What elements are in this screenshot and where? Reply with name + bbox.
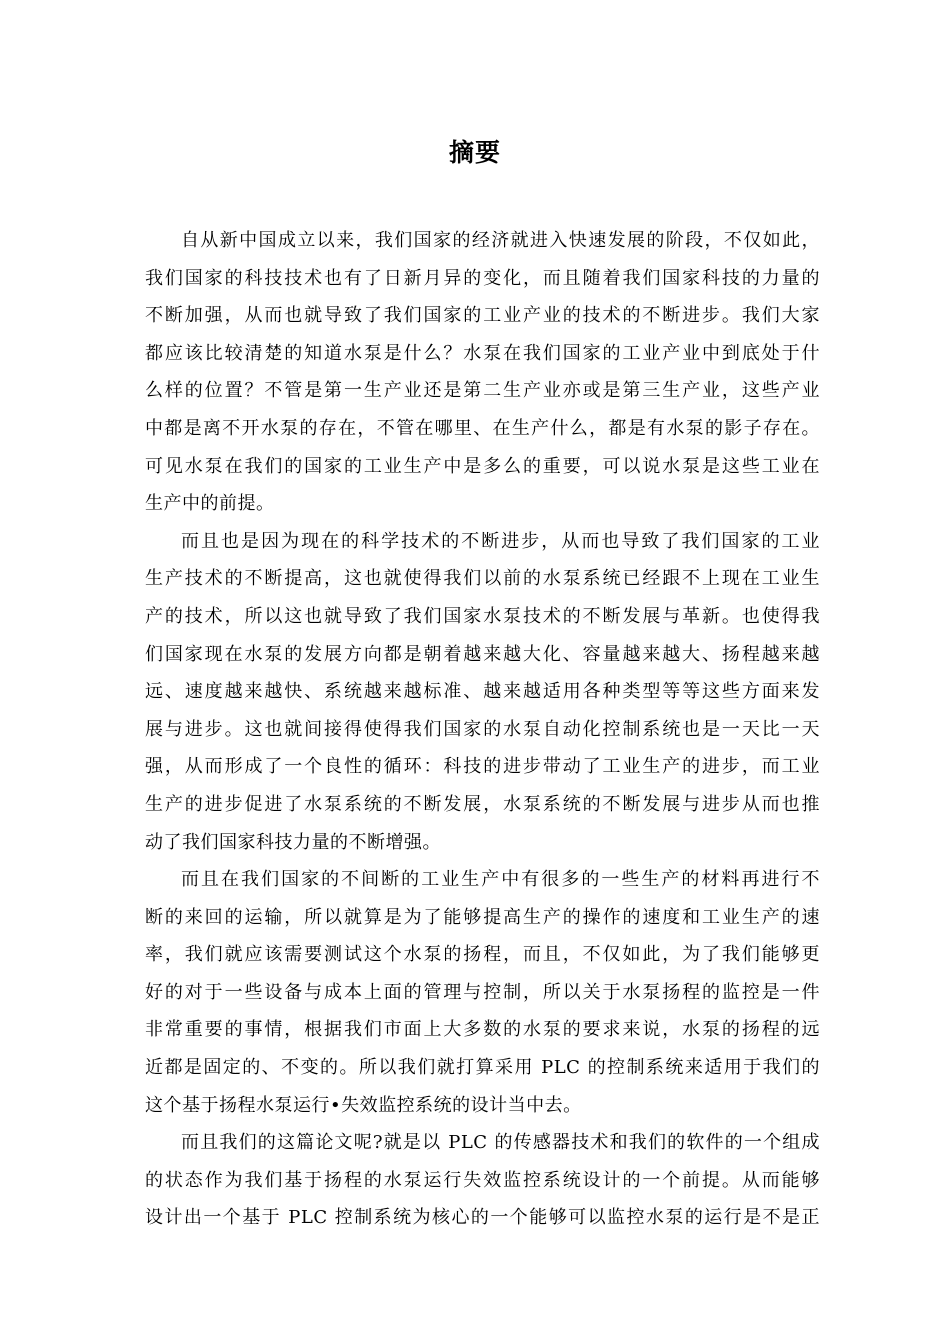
text-line: 好的对于一些设备与成本上面的管理与控制，所以关于水泵扬程的监控是一件 — [145, 981, 820, 1003]
text-line: 中都是离不开水泵的存在，不管在哪里、在生产什么，都是有水泵的影子存在。 — [145, 417, 820, 439]
text-line: 们国家现在水泵的发展方向都是朝着越来越大化、容量越来越大、扬程越来越 — [145, 643, 820, 665]
text-line: 产的技术，所以这也就导致了我们国家水泵技术的不断发展与革新。也使得我 — [145, 605, 820, 627]
text-line: 近都是固定的、不变的。所以我们就打算采用 PLC 的控制系统来适用于我们的 — [145, 1057, 820, 1079]
text-line: 而且在我们国家的不间断的工业生产中有很多的一些生产的材料再进行不 — [181, 869, 820, 891]
text-line: 设计出一个基于 PLC 控制系统为核心的一个能够可以监控水泵的运行是不是正 — [145, 1207, 820, 1229]
text-line: 强，从而形成了一个良性的循环：科技的进步带动了工业生产的进步，而工业 — [145, 756, 820, 778]
page-title: 摘要 — [448, 138, 501, 167]
text-line: 展与进步。这也就间接得使得我们国家的水泵自动化控制系统也是一天比一天 — [145, 718, 820, 740]
text-line: 自从新中国成立以来，我们国家的经济就进入快速发展的阶段，不仅如此， — [181, 230, 820, 251]
abstract-body — [145, 222, 820, 1237]
text-line: 而且也是因为现在的科学技术的不断进步，从而也导致了我们国家的工业 — [181, 530, 820, 552]
text-line: 可见水泵在我们的国家的工业生产中是多么的重要，可以说水泵是这些工业在 — [145, 455, 820, 477]
text-line: 都应该比较清楚的知道水泵是什么？水泵在我们国家的工业产业中到底处于什 — [145, 342, 820, 364]
text-line: 的状态作为我们基于扬程的水泵运行失效监控系统设计的一个前提。从而能够 — [145, 1169, 820, 1191]
text-line: 断的来回的运输，所以就算是为了能够提高生产的操作的速度和工业生产的速 — [145, 906, 820, 928]
text-line: 不断加强，从而也就导致了我们国家的工业产业的技术的不断进步。我们大家 — [145, 305, 820, 327]
text-line: 动了我们国家科技力量的不断增强。 — [145, 831, 441, 853]
text-line: 么样的位置？不管是第一生产业还是第二生产业亦或是第三生产业，这些产业 — [145, 380, 820, 402]
text-line: 非常重要的事情，根据我们市面上大多数的水泵的要求来说，水泵的扬程的远 — [145, 1019, 820, 1041]
text-line: 这个基于扬程水泵运行•失效监控系统的设计当中去。 — [145, 1094, 582, 1116]
text-line: 率，我们就应该需要测试这个水泵的扬程，而且，不仅如此，为了我们能够更 — [145, 944, 820, 966]
text-line: 而且我们的这篇论文呢?就是以 PLC 的传感器技术和我们的软件的一个组成 — [181, 1132, 820, 1154]
text-line: 生产中的前提。 — [145, 493, 275, 515]
text-line: 生产技术的不断提高，这也就使得我们以前的水泵系统已经跟不上现在工业生 — [145, 568, 820, 590]
text-line: 远、速度越来越快、系统越来越标准、越来越适用各种类型等等这些方面来发 — [145, 681, 820, 703]
text-line: 生产的进步促进了水泵系统的不断发展，水泵系统的不断发展与进步从而也推 — [145, 793, 820, 815]
text-line: 我们国家的科技技术也有了日新月异的变化，而且随着我们国家科技的力量的 — [145, 267, 820, 289]
